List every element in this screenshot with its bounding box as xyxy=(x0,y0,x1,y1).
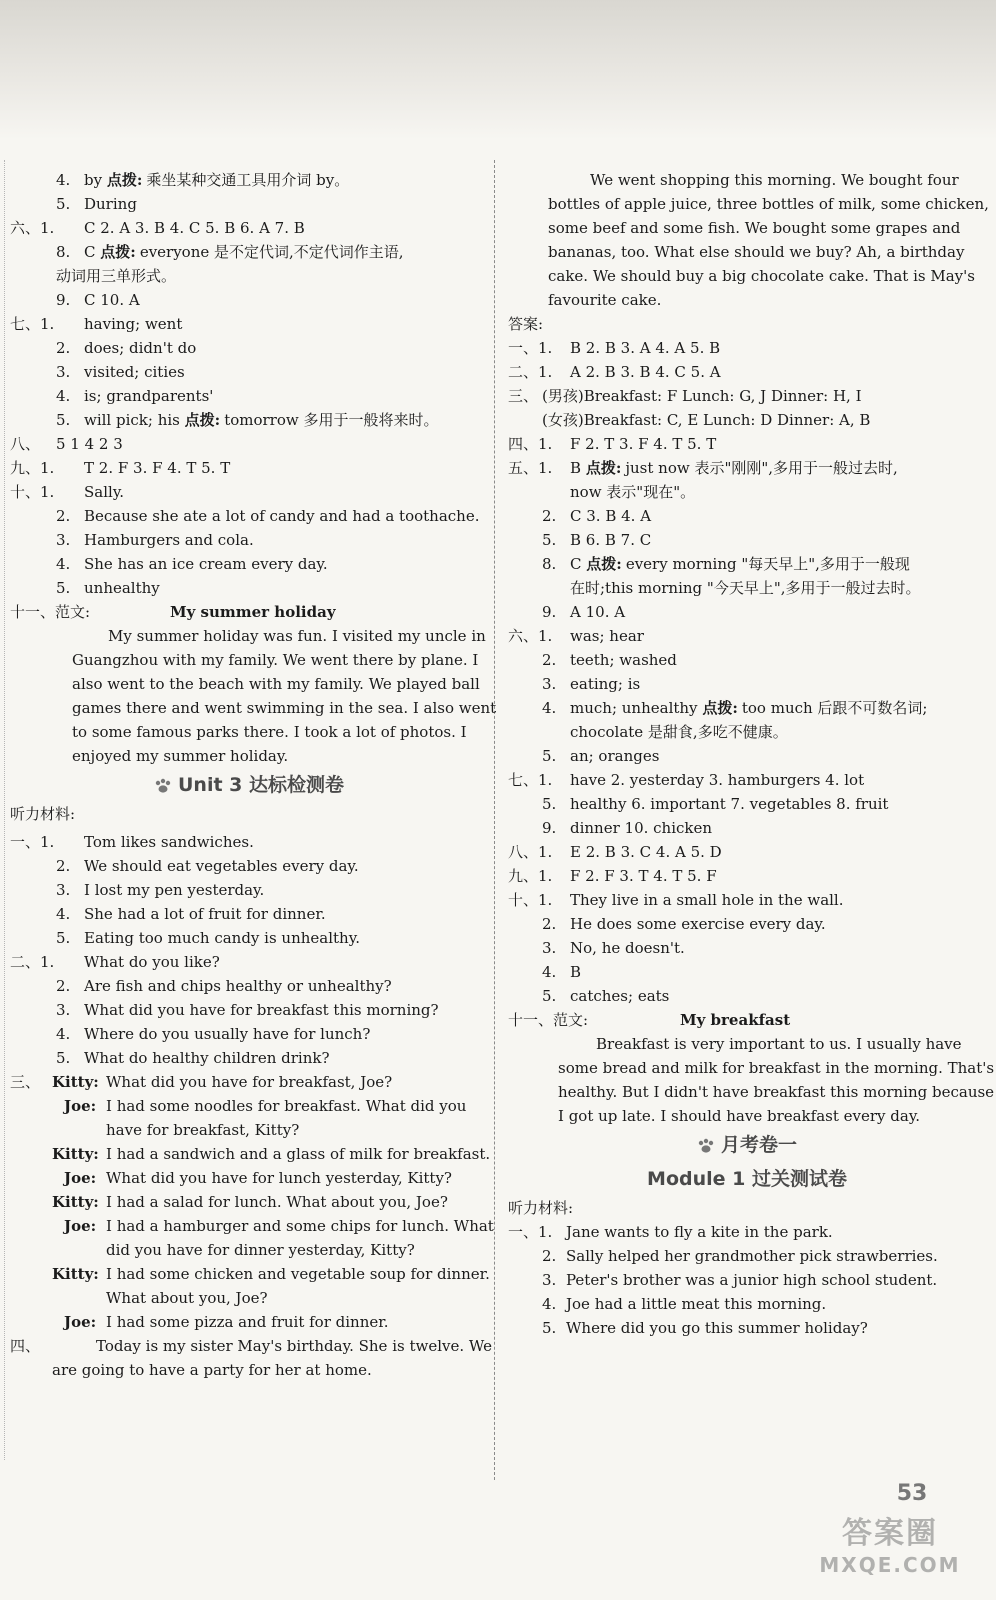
section-heading: Module 1 过关测试卷 xyxy=(647,1168,847,1190)
passage-line: are going to have a party for her at home. xyxy=(52,1361,372,1379)
essay-line: games there and went swimming in the sea. I also went xyxy=(72,699,497,717)
listening-line: 4. Joe had a little meat this morning. xyxy=(542,1295,827,1313)
passage-line: some beef and some fish. We bought some grapes and xyxy=(548,219,961,237)
answer-line: 2. Because she ate a lot of candy and had a toothache. xyxy=(56,507,480,525)
dialog-line: Joe: I had a hamburger and some chips for lunch. What xyxy=(10,1214,488,1238)
listening-line: 2. We should eat vegetables every day. xyxy=(56,857,359,875)
right-column xyxy=(508,168,995,1340)
answer-line: 8. C 点拨: every morning "每天早上",多用于一般现 xyxy=(542,555,910,573)
answer-line: 九、1. F 2. F 3. T 4. T 5. F xyxy=(508,867,717,885)
answer-line: 七、1. having; went xyxy=(10,315,183,333)
listening-list xyxy=(10,950,488,1070)
speaker-label: Kitty: xyxy=(52,1265,99,1283)
listening-line: 2. Sally helped her grandmother pick strawberries. xyxy=(542,1247,938,1265)
passage-line: cake. We should buy a big chocolate cake. That is May's xyxy=(548,267,975,285)
speaker-label: Joe: xyxy=(64,1169,97,1187)
answer-line: 六、1. C 2. A 3. B 4. C 5. B 6. A 7. B xyxy=(10,219,305,237)
page-number: 53 xyxy=(896,1481,928,1506)
answer-list xyxy=(508,336,986,1008)
paw-icon xyxy=(154,778,172,794)
answer-line: 在时;this morning "今天早上",多用于一般过去时。 xyxy=(570,579,921,597)
listening-list xyxy=(10,830,488,950)
essay-line: Breakfast is very important to us. I usually have xyxy=(596,1035,962,1053)
essay-line: enjoyed my summer holiday. xyxy=(72,747,289,765)
left-column xyxy=(10,168,497,1382)
paw-icon xyxy=(697,1138,715,1154)
answer-line: 5. healthy 6. important 7. vegetables 8. fruit xyxy=(542,795,889,813)
speaker-label: Joe: xyxy=(64,1097,97,1115)
answer-line: 9. A 10. A xyxy=(542,603,626,621)
essay-heading: 十一、范文: My breakfast xyxy=(508,1011,791,1029)
essay-line: I got up late. I should have breakfast every day. xyxy=(558,1107,921,1125)
answer-line: 2. does; didn't do xyxy=(56,339,197,357)
speaker-label: Kitty: xyxy=(52,1073,99,1091)
answer-line: 4. B xyxy=(542,963,582,981)
speaker-label: Joe: xyxy=(64,1217,97,1235)
passage xyxy=(10,1334,492,1382)
listening-line: 2. Are fish and chips healthy or unhealthy? xyxy=(56,977,392,995)
answer-line: 8. C 点拨: everyone 是不定代词,不定代词作主语, xyxy=(56,243,404,261)
listening-line: 3. I lost my pen yesterday. xyxy=(56,881,265,899)
answer-line: 八、1. E 2. B 3. C 4. A 5. D xyxy=(508,843,722,861)
speaker-label: Kitty: xyxy=(52,1145,99,1163)
essay-text xyxy=(508,1032,995,1128)
answer-line: 七、1. have 2. yesterday 3. hamburgers 4. lot xyxy=(508,771,865,789)
essay-line: to some famous parks there. I took a lot of photos. I xyxy=(72,723,467,741)
answer-line: 十、1. They live in a small hole in the wall. xyxy=(508,891,844,909)
answer-line: 5. catches; eats xyxy=(542,987,670,1005)
essay-heading: 十一、范文: My summer holiday xyxy=(10,603,336,621)
essay-line: some bread and milk for breakfast in the morning. That's xyxy=(558,1059,995,1077)
page-edge xyxy=(4,160,5,1460)
listening-line: 一、1. Jane wants to fly a kite in the park. xyxy=(508,1223,833,1241)
listening-line: 3. What did you have for breakfast this morning? xyxy=(56,1001,439,1019)
listening-list xyxy=(508,1220,986,1340)
answer-line: 一、1. B 2. B 3. A 4. A 5. B xyxy=(508,339,721,357)
answer-line: 3. No, he doesn't. xyxy=(542,939,685,957)
answer-line: 六、1. was; hear xyxy=(508,627,644,645)
answer-line: 2. teeth; washed xyxy=(542,651,677,669)
listening-label: 听力材料: xyxy=(10,805,76,823)
listening-line: 4. She had a lot of fruit for dinner. xyxy=(56,905,326,923)
watermark: 答案圈 MXQE.COM xyxy=(819,1516,961,1577)
essay-line: healthy. But I didn't have breakfast this morning because xyxy=(558,1083,995,1101)
answer-line: 3. Hamburgers and cola. xyxy=(56,531,254,549)
answers-label: 答案: xyxy=(508,315,544,333)
passage-line: bottles of apple juice, three bottles of milk, some chicken, xyxy=(548,195,989,213)
dialog-line: have for breakfast, Kitty? xyxy=(106,1121,300,1139)
answer-line: 十、1. Sally. xyxy=(10,483,125,501)
answer-line: chocolate 是甜食,多吃不健康。 xyxy=(570,723,788,741)
passage-line: 四、 Today is my sister May's birthday. She is twelve. We xyxy=(10,1337,492,1355)
column-divider xyxy=(494,160,495,1480)
answer-line: 3. visited; cities xyxy=(56,363,185,381)
answer-line: 5. B 6. B 7. C xyxy=(542,531,652,549)
dialog-line: Joe: I had some pizza and fruit for dinner. xyxy=(10,1310,488,1334)
dialog-line: Kitty: I had a salad for lunch. What about you, Joe? xyxy=(10,1190,488,1214)
dialog-line: Joe: I had some noodles for breakfast. What did you xyxy=(10,1094,488,1118)
essay-line: My summer holiday was fun. I visited my uncle in xyxy=(108,627,486,645)
answer-line: 4. is; grandparents' xyxy=(56,387,214,405)
answer-line: 5. unhealthy xyxy=(56,579,160,597)
answer-line: 9. C 10. A xyxy=(56,291,140,309)
essay-text xyxy=(10,624,497,768)
essay-line: Guangzhou with my family. We went there by plane. I xyxy=(72,651,479,669)
listening-line: 4. Where do you usually have for lunch? xyxy=(56,1025,371,1043)
listening-line: 5. Eating too much candy is unhealthy. xyxy=(56,929,360,947)
listening-line: 5. What do healthy children drink? xyxy=(56,1049,330,1067)
dialog xyxy=(10,1070,494,1334)
answer-line: 4. She has an ice cream every day. xyxy=(56,555,328,573)
dialog-line: Kitty: I had some chicken and vegetable soup for dinner. xyxy=(10,1262,488,1286)
dialog-line: did you have for dinner yesterday, Kitty? xyxy=(106,1241,415,1259)
dialog-line: Kitty: I had a sandwich and a glass of milk for breakfast. xyxy=(10,1142,488,1166)
listening-label: 听力材料: xyxy=(508,1199,574,1217)
answer-line: (女孩)Breakfast: C, E Lunch: D Dinner: A, B xyxy=(542,411,871,429)
answer-line: 5. During xyxy=(56,195,137,213)
answer-line: 5. will pick; his 点拨: tomorrow 多用于一般将来时。 xyxy=(56,411,439,429)
dialog-line: What about you, Joe? xyxy=(106,1289,268,1307)
answer-line: 4. by 点拨: 乘坐某种交通工具用介词 by。 xyxy=(56,171,350,189)
answer-line: 九、1. T 2. F 3. F 4. T 5. T xyxy=(10,459,231,477)
listening-line: 一、1. Tom likes sandwiches. xyxy=(10,833,254,851)
answer-line: 三、 (男孩)Breakfast: F Lunch: G, J Dinner: H, I xyxy=(508,387,862,405)
listening-line: 二、1. What do you like? xyxy=(10,953,220,971)
scan-top-band xyxy=(0,0,996,140)
answer-line: 3. eating; is xyxy=(542,675,641,693)
section-heading: Unit 3 达标检测卷 xyxy=(10,768,488,802)
passage xyxy=(508,168,989,312)
section-heading: 月考卷一 xyxy=(508,1128,986,1162)
dialog-line: Joe: What did you have for lunch yesterday, Kitty? xyxy=(10,1166,488,1190)
answer-line: 二、1. A 2. B 3. B 4. C 5. A xyxy=(508,363,721,381)
answer-line: 八、 5 1 4 2 3 xyxy=(10,435,123,453)
answer-line: 9. dinner 10. chicken xyxy=(542,819,713,837)
speaker-label: Joe: xyxy=(64,1313,97,1331)
answer-line: 2. C 3. B 4. A xyxy=(542,507,652,525)
passage-line: bananas, too. What else should we buy? Ah, a birthday xyxy=(548,243,965,261)
listening-line: 3. Peter's brother was a junior high school student. xyxy=(542,1271,938,1289)
essay-line: also went to the beach with my family. We played ball xyxy=(72,675,480,693)
answer-line: now 表示"现在"。 xyxy=(570,483,696,501)
answer-line: 2. He does some exercise every day. xyxy=(542,915,826,933)
answer-line: 五、1. B 点拨: just now 表示"刚刚",多用于一般过去时, xyxy=(508,459,898,477)
passage-line: We went shopping this morning. We bought four xyxy=(590,171,959,189)
answer-line: 5. an; oranges xyxy=(542,747,660,765)
answer-line: 四、1. F 2. T 3. F 4. T 5. T xyxy=(508,435,717,453)
speaker-label: Kitty: xyxy=(52,1193,99,1211)
answer-line: 动词用三单形式。 xyxy=(56,267,177,285)
listening-line: 5. Where did you go this summer holiday? xyxy=(542,1319,868,1337)
answer-line: 4. much; unhealthy 点拨: too much 后跟不可数名词; xyxy=(542,699,928,717)
passage-line: favourite cake. xyxy=(548,291,662,309)
dialog-line: 三、 Kitty: What did you have for breakfast, Joe? xyxy=(10,1070,488,1094)
